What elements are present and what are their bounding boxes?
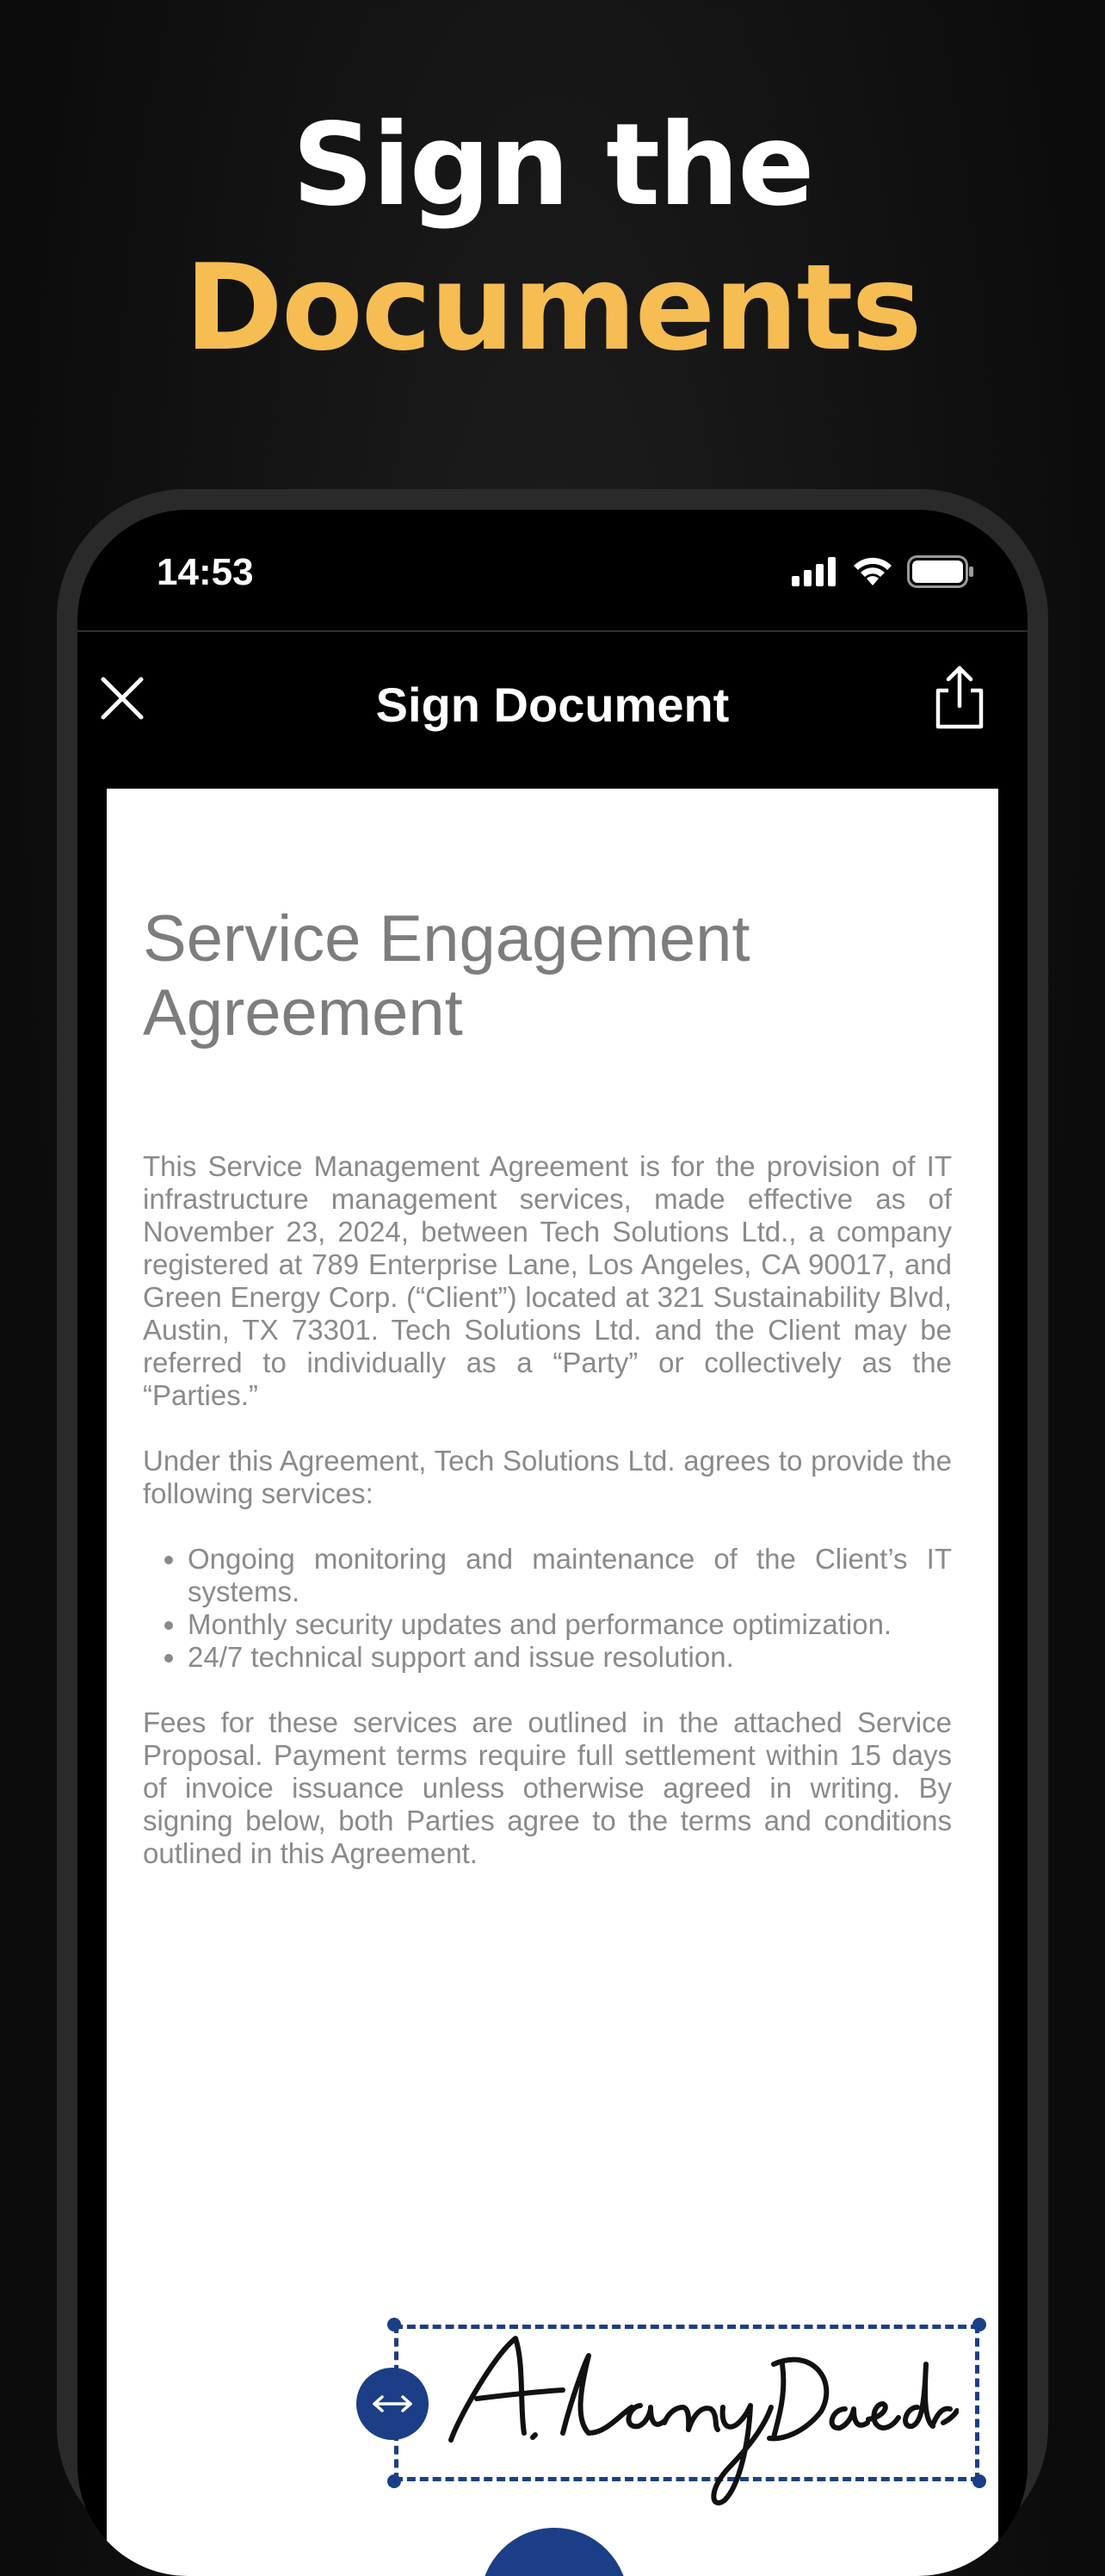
services-list: [143, 1543, 952, 1674]
resize-horizontal-icon: [370, 2393, 415, 2414]
phone-screen: [77, 510, 1028, 2576]
signature-corner-handle[interactable]: [972, 2474, 986, 2488]
status-time: 14:53: [157, 551, 254, 593]
promo-headline: [0, 95, 1105, 379]
wifi-icon: [852, 556, 893, 587]
list-item: • Ongoing monitoring and maintenance of the Client’s IT systems.: [188, 1543, 952, 1608]
list-item: • 24/7 technical support and issue resolution.: [188, 1641, 952, 1674]
battery-icon: [907, 555, 974, 588]
document-paragraph-3: Fees for these services are outlined in the attached Service Proposal. Payment terms require full settlement within 15 days of invoice issuance unless otherwise agreed in writing. By signing below, both Parties agree to the terms and conditions outlined in this Agreement.: [143, 1706, 952, 1869]
signature-corner-handle[interactable]: [972, 2318, 986, 2331]
document-title: Service Engagement Agreement: [143, 902, 750, 1050]
list-item: • Monthly security updates and performance optimization.: [188, 1608, 952, 1641]
navbar: [77, 632, 1028, 787]
signature-corner-handle[interactable]: [387, 2474, 401, 2488]
nav-title: Sign Document: [375, 678, 730, 732]
document-paragraph-1: This Service Management Agreement is for the provision of IT infrastructure management services, made effective as of November 23, 2024, between Tech Solutions Ltd., a company registered at 789 Enterprise Lane, Los Angeles, CA 90017, and Green Energy Corp. (“Client”) located at 321 Sustainability Blvd, Austin, TX 73301. Tech Solutions Ltd. and the Client may be referred to individually as a “Party” or collectively as the “Parties.”: [143, 1150, 952, 1411]
cellular-signal-icon: [792, 557, 838, 586]
promo-line-1: Sign the: [292, 99, 813, 232]
promo-line-2: Documents: [184, 238, 921, 377]
share-icon[interactable]: [929, 665, 990, 730]
resize-handle[interactable]: [356, 2368, 429, 2440]
signature-image[interactable]: [434, 2313, 959, 2519]
document-body: [143, 1150, 952, 1903]
document-paragraph-2: Under this Agreement, Tech Solutions Ltd. agrees to provide the following services:: [143, 1445, 952, 1509]
document-page[interactable]: [107, 789, 998, 2576]
edit-signature-button[interactable]: [480, 2528, 628, 2576]
status-icons: [792, 554, 974, 589]
signature-corner-handle[interactable]: [387, 2318, 401, 2331]
